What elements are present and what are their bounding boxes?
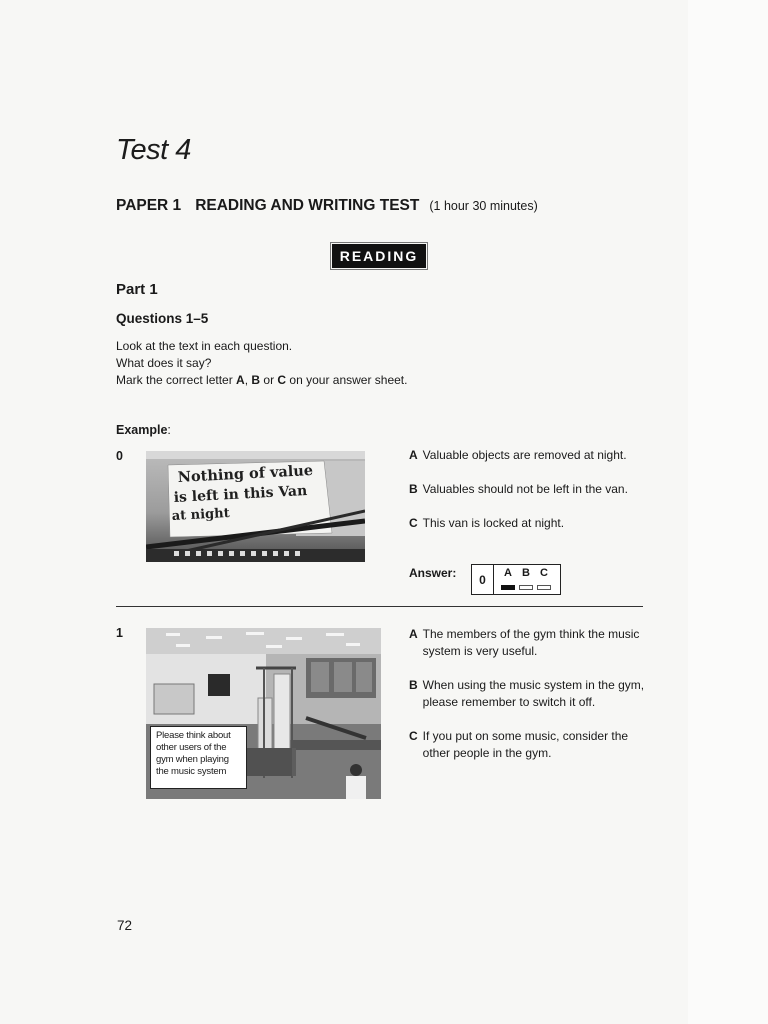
divider xyxy=(116,606,643,607)
option-letter: C xyxy=(409,729,418,743)
instruction-line: Look at the text in each question. xyxy=(116,339,293,353)
letter-c: C xyxy=(277,373,287,387)
option-text: The members of the gym think the music system is very useful. xyxy=(422,627,640,658)
option-text: Valuables should not be left in the van. xyxy=(422,482,628,496)
option-a xyxy=(409,626,648,660)
option-text: This van is locked at night. xyxy=(422,516,565,530)
page-number: 72 xyxy=(117,918,133,933)
instruction-text: or xyxy=(260,373,278,387)
answer-letter: C xyxy=(540,567,548,579)
option-c xyxy=(409,728,648,762)
option-text: When using the music system in the gym, please remember to switch it off. xyxy=(422,678,645,709)
section-tag: READING xyxy=(332,244,426,268)
example-colon: : xyxy=(167,423,171,437)
test-title: Test 4 xyxy=(116,134,191,166)
instructions xyxy=(116,338,407,389)
letter-a: A xyxy=(236,373,245,387)
paper-heading xyxy=(116,197,538,215)
option-a xyxy=(409,447,628,464)
option-letter: B xyxy=(409,678,418,692)
option-c xyxy=(409,515,628,532)
answer-mark-a xyxy=(501,585,515,590)
question-number: 1 xyxy=(116,626,123,640)
option-b xyxy=(409,677,648,711)
answer-letter: A xyxy=(504,567,512,579)
sign-line: Nothing of value xyxy=(177,461,314,486)
option-text: If you put on some music, consider the other people in the gym. xyxy=(422,729,629,760)
example-label-text: Example xyxy=(116,423,168,437)
answer-box-letters xyxy=(499,567,553,579)
question1-options xyxy=(409,626,648,779)
page-margin xyxy=(688,0,768,1024)
instruction-text: Mark the correct letter xyxy=(116,373,237,387)
option-letter: A xyxy=(409,448,418,462)
answer-letter: B xyxy=(522,567,530,579)
van-sign-photo xyxy=(146,451,365,562)
questions-title: Questions 1–5 xyxy=(116,311,209,326)
option-b xyxy=(409,481,628,498)
instruction-text: on your answer sheet. xyxy=(286,373,408,387)
answer-mark-c xyxy=(537,585,551,590)
part-title: Part 1 xyxy=(116,281,158,298)
gym-sign-text: Please think about other users of the gym when playing the music system xyxy=(150,726,247,789)
answer-mark-b xyxy=(519,585,533,590)
paper-label: PAPER 1 xyxy=(116,197,182,214)
paper-name: READING AND WRITING TEST xyxy=(195,197,420,214)
option-letter: B xyxy=(409,482,418,496)
paper-duration: (1 hour 30 minutes) xyxy=(429,199,538,213)
example-options xyxy=(409,447,628,549)
letter-b: B xyxy=(251,373,261,387)
answer-label: Answer: xyxy=(409,566,457,580)
instruction-line xyxy=(116,372,407,389)
question-number: 0 xyxy=(116,449,123,463)
instruction-text: , xyxy=(244,373,252,387)
option-letter: A xyxy=(409,627,418,641)
answer-box-number: 0 xyxy=(472,565,494,594)
sign-line: at night xyxy=(171,505,231,524)
option-text: Valuable objects are removed at night. xyxy=(422,448,627,462)
instruction-line: What does it say? xyxy=(116,356,212,370)
sign-line: is left in this Van xyxy=(173,483,308,506)
example-label xyxy=(116,423,171,437)
option-letter: C xyxy=(409,516,418,530)
answer-box xyxy=(471,564,561,595)
